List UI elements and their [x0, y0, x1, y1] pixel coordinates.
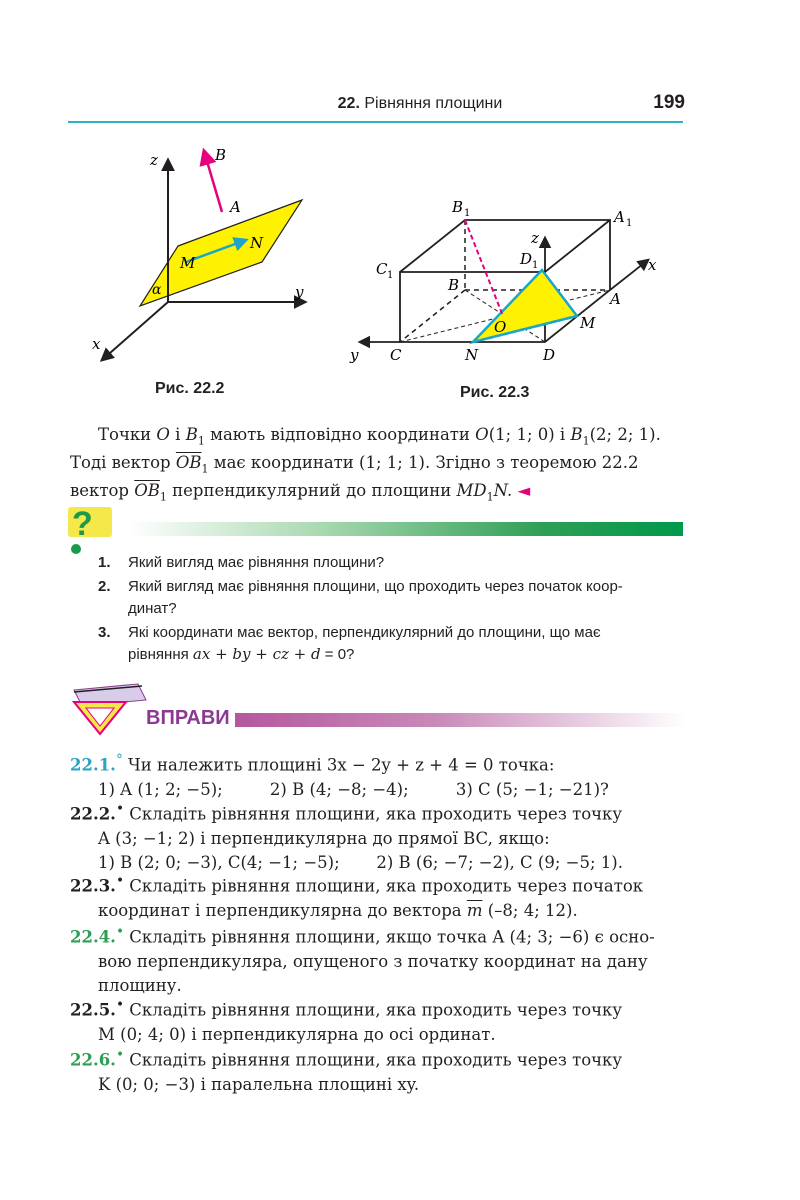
exercise-22-6: 22.6.• Складіть рівняння площини, яка проходить через точку K (0; 0; −3) і паралельна площині xy. — [70, 1047, 623, 1094]
running-header — [270, 95, 570, 113]
label-x: x — [92, 335, 101, 353]
label-N2: N — [465, 346, 479, 364]
header-rule — [68, 121, 683, 123]
label-A1: A — [614, 208, 625, 226]
label-B1: B — [452, 198, 464, 216]
label-B: B — [215, 146, 227, 164]
svg-text:1: 1 — [626, 218, 633, 229]
vector-OB1: $\overline{OB}$ — [175, 453, 202, 472]
caption-fig-22-2: Рис. 22.2 — [155, 380, 225, 397]
label-D: D — [543, 346, 556, 364]
question-3: 3. Які координати має вектор, перпендикулярний до площини, що має рівняння ax + by + cz + d = 0? — [98, 624, 601, 663]
page-number: 199 — [653, 92, 685, 113]
solution-line-1: Точки O і $B_1$ мають відповідно координати O(1; 1; 0) і $B_1(2$; 2; 1). — [98, 425, 661, 448]
label-B: B — [448, 276, 460, 294]
label-D1: D — [520, 250, 533, 268]
vector-m: $\overline{m}$ — [466, 900, 483, 920]
section-title: Рівняння площини — [364, 95, 503, 112]
section-number: 22. — [337, 95, 360, 112]
label-alpha: α — [152, 282, 162, 298]
label-z2: z — [531, 229, 539, 247]
figure-22-3 — [349, 198, 657, 364]
label-y2: y — [350, 346, 359, 364]
exercise-22-2: 22.2.• Складіть рівняння площини, яка проходить через точку A (3; −1; 2) і перпендикулярна до прямої BC, якщо: 1) B (2; 0; −3), C(4; −1; −5); 2) B (6; −7; −2), C (9; −5; 1). — [70, 801, 623, 872]
solution-line-2: Тоді вектор $\overline{OB}_1$ має координати (1; 1; 1). Згідно з теоремою 22.2 — [70, 453, 639, 476]
plane-equation: ax + by + cz + d — [192, 645, 321, 663]
label-M2: M — [580, 314, 596, 332]
solution-line-3: вектор $\overline{OB}_1$ перпендикулярний до площини $MD_1N$. ◄ — [70, 481, 531, 504]
svg-text:1: 1 — [464, 208, 471, 219]
label-z: z — [150, 151, 158, 169]
question-1: 1. Який вигляд має рівняння площини? — [98, 554, 385, 571]
label-C: C — [390, 346, 402, 364]
label-N: N — [250, 234, 264, 252]
figures-svg — [0, 130, 800, 410]
exercise-22-1: 22.1.° Чи належить площині 3x − 2y + z + 4 = 0 точка: 1) A (1; 2; −5); 2) B (4; −8; −4); 3) C (5; −1; −21)? — [70, 752, 609, 799]
x-axis — [102, 302, 168, 360]
questions-bar — [128, 522, 683, 536]
end-of-solution-mark: ◄ — [517, 481, 531, 500]
segment-B1O — [465, 220, 503, 316]
svg-text:1: 1 — [387, 270, 394, 281]
question-2: 2. Який вигляд має рівняння площини, що проходить через початок коор- динат? — [98, 578, 623, 617]
plane-alpha — [140, 200, 302, 306]
exercise-22-5: 22.5.• Складіть рівняння площини, яка проходить через точку M (0; 4; 0) і перпендикулярна до осі ординат. — [70, 997, 623, 1044]
label-A: A — [230, 198, 241, 216]
label-A: A — [610, 290, 621, 308]
figure-22-2 — [92, 146, 305, 360]
exercises-bar — [235, 713, 685, 727]
svg-text:?: ? — [72, 505, 93, 543]
svg-text:1: 1 — [532, 260, 539, 271]
section-label-exercises: ВПРАВИ — [146, 707, 230, 729]
exercise-22-3: 22.3.• Складіть рівняння площини, яка проходить через початок координат і перпендикулярна до вектора $\overline{m}$ (–8; 4; 12). — [70, 873, 644, 920]
caption-fig-22-3: Рис. 22.3 — [460, 384, 530, 401]
label-M: M — [180, 254, 196, 272]
label-O: O — [494, 318, 507, 336]
x-axis-2 — [610, 260, 648, 290]
question-icon — [66, 505, 116, 555]
exercises-icon — [66, 678, 156, 738]
label-y: y — [295, 283, 304, 301]
exercise-22-4: 22.4.• Складіть рівняння площини, якщо точка A (4; 3; −6) є осно- вою перпендикуляра, опущеного з початку координат на дану площину. — [70, 924, 655, 995]
label-x2: x — [648, 256, 657, 274]
label-C1: C — [376, 260, 388, 278]
